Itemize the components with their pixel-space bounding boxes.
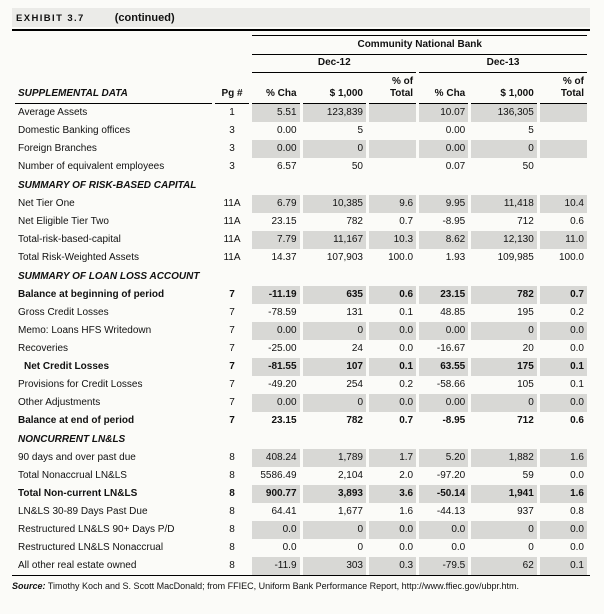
source-line [12,580,590,592]
value-cell: 14.37 [271,252,297,263]
pg-cell: 8 [229,470,235,481]
value-cell: 11,418 [471,195,537,213]
value-cell: 107,903 [326,252,363,263]
value-cell: 0.0 [570,542,584,553]
value-cell: 175 [471,358,537,376]
table-wrap [12,35,590,576]
table-row [15,358,587,376]
value-cell: 1.93 [445,252,466,263]
value-cell: 0.00 [252,140,299,158]
row-label: 90 days and over past due [18,452,136,463]
pg-cell: 3 [229,125,235,136]
section-title: SUMMARY OF LOAN LOSS ACCOUNT [18,271,200,282]
value-cell: 0.2 [570,307,584,318]
value-cell: 10,385 [303,195,366,213]
row-label: Domestic Banking offices [18,125,131,136]
value-cell: 0.8 [570,506,584,517]
exhibit-continued-label: (continued) [114,12,175,24]
value-cell: 23.15 [419,286,468,304]
value-cell: 9.95 [419,195,468,213]
row-label: Average Assets [18,107,88,118]
value-cell: 24 [351,343,363,354]
col-header-pct-cha-dec12: % Cha [252,73,299,104]
value-cell: 0.0 [540,322,587,340]
value-cell: -58.66 [436,379,466,390]
period-dec13: Dec-13 [419,55,587,73]
value-cell: -49.20 [268,379,297,390]
table-row [15,322,587,340]
table-row [15,231,587,249]
value-cell: 0.0 [369,322,416,340]
value-cell: 0.2 [399,379,414,390]
value-cell: 5586.49 [260,470,297,481]
table-row [15,485,587,503]
value-cell: 6.57 [277,161,297,172]
value-cell: 131 [346,307,363,318]
table-row [15,521,587,539]
pg-cell: 7 [229,307,235,318]
bank-header-row [15,35,587,55]
value-cell: 11,167 [303,231,366,249]
value-cell: 50 [522,161,534,172]
header-rule [12,29,590,31]
value-cell: 0 [303,322,366,340]
value-cell: 0 [471,521,537,539]
value-cell: 8.62 [419,231,468,249]
section-header-row [15,430,587,449]
row-label: Net Tier One [18,198,75,209]
table-row [15,140,587,158]
value-cell [540,104,587,122]
value-cell [540,140,587,158]
value-cell: 0 [471,394,537,412]
value-cell: 635 [303,286,366,304]
row-label: Net Eligible Tier Two [18,216,109,227]
row-label: All other real estate owned [18,560,137,571]
value-cell: 0 [528,542,534,553]
pct-of-line: % of [391,76,414,87]
value-cell: -81.55 [252,358,299,376]
col-header-dollars-dec12: $ 1,000 [303,73,366,104]
value-cell: 10.07 [419,104,468,122]
value-cell: -11.9 [252,557,299,575]
value-cell: 1,882 [471,449,537,467]
col-header-dollars-dec13: $ 1,000 [471,73,537,104]
section-title: NONCURRENT LN&LS [18,434,126,445]
col-header-pg: Pg # [215,73,250,104]
value-cell: 1.7 [369,449,416,467]
row-label: Provisions for Credit Losses [18,379,143,390]
value-cell: 105 [517,379,534,390]
value-cell: -79.5 [419,557,468,575]
value-cell: 0.3 [369,557,416,575]
value-cell: 50 [351,161,363,172]
exhibit-header [12,8,590,27]
value-cell: 0 [303,140,366,158]
value-cell: 712 [517,216,534,227]
col-header-pct-cha-dec13: % Cha [419,73,468,104]
value-cell: 254 [346,379,363,390]
value-cell [369,158,416,176]
value-cell: 0.1 [570,379,584,390]
value-cell: 1.6 [399,506,414,517]
row-label: Gross Credit Losses [18,307,109,318]
row-label: Balance at end of period [18,415,135,426]
value-cell: 0 [303,394,366,412]
table-row [15,104,587,122]
pg-cell: 7 [229,289,235,300]
row-label: Number of equivalent employees [18,161,165,172]
value-cell: 2,104 [337,470,363,481]
col-header-pct-of-total-dec13 [540,73,587,104]
value-cell: 0.00 [419,322,468,340]
value-cell [369,140,416,158]
pg-cell: 8 [229,452,235,463]
value-cell: 11.0 [540,231,587,249]
value-cell: 0.1 [369,358,416,376]
table-row [15,158,587,176]
value-cell: 107 [303,358,366,376]
value-cell: 0.0 [540,394,587,412]
table-row [15,286,587,304]
value-cell: 712 [517,415,534,426]
value-cell: 0 [303,521,366,539]
value-cell: -78.59 [268,307,297,318]
table-row [15,213,587,231]
pg-cell: 8 [229,488,235,499]
value-cell: 0.0 [570,343,584,354]
value-cell: -16.67 [436,343,466,354]
value-cell: 64.41 [271,506,297,517]
pg-cell: 8 [229,524,235,535]
value-cell: 12,130 [471,231,537,249]
source-prefix: Source: [12,581,46,591]
value-cell: 0 [471,322,537,340]
pg-cell: 8 [229,506,235,517]
value-cell: 62 [471,557,537,575]
value-cell: 0.7 [399,216,414,227]
value-cell: 5.51 [252,104,299,122]
value-cell: 0.6 [369,286,416,304]
value-cell: 0.6 [570,415,584,426]
pg-cell: 11A [223,198,241,209]
pct-of-line: % of [562,76,584,87]
value-cell: 100.0 [558,252,584,263]
data-table [12,35,590,575]
row-label: Restructured LN&LS 90+ Days P/D [18,524,175,535]
value-cell: 5 [528,125,534,136]
value-cell: 408.24 [252,449,299,467]
value-cell: 5.20 [419,449,468,467]
value-cell: 48.85 [440,307,466,318]
pg-cell: 1 [229,107,235,118]
value-cell: 0.0 [540,521,587,539]
pg-cell: 11A [223,234,241,245]
value-cell: 0.6 [570,216,584,227]
value-cell: 100.0 [388,252,414,263]
bank-header-spacer [15,35,249,55]
value-cell: -8.95 [442,216,466,227]
table-row [15,449,587,467]
table-row [15,394,587,412]
col-header-pct-of-total-dec12 [369,73,416,104]
value-cell: 123,839 [303,104,366,122]
row-label: Memo: Loans HFS Writedown [18,325,152,336]
value-cell: 0.7 [399,415,414,426]
row-label: Balance at beginning of period [18,289,165,300]
value-cell: 0.00 [277,125,297,136]
period-row [15,55,587,73]
period-dec12: Dec-12 [252,55,416,73]
value-cell [540,158,587,176]
value-cell: 0.00 [419,394,468,412]
value-cell: -97.20 [436,470,466,481]
value-cell: 3,893 [303,485,366,503]
value-cell: 0.1 [540,557,587,575]
value-cell [369,104,416,122]
value-cell: 136,305 [471,104,537,122]
value-cell: 3.6 [369,485,416,503]
value-cell: 63.55 [419,358,468,376]
value-cell: 7.79 [252,231,299,249]
value-cell: 0.0 [369,394,416,412]
bank-name: Community National Bank [252,35,587,55]
value-cell: 59 [522,470,534,481]
value-cell: 0.0 [419,521,468,539]
pg-cell: 8 [229,560,235,571]
value-cell: 6.79 [252,195,299,213]
row-label: Total-risk-based-capital [18,234,121,245]
value-cell: 782 [346,415,363,426]
value-cell: 937 [517,506,534,517]
value-cell: 0.00 [252,322,299,340]
total-line: Total [389,88,414,99]
value-cell: 0.1 [399,307,414,318]
value-cell: -25.00 [268,343,297,354]
value-cell: 0.0 [399,542,414,553]
value-cell: 0 [471,140,537,158]
table-row [15,557,587,575]
table-row [15,412,587,430]
table-row [15,340,587,358]
row-label: LN&LS 30-89 Days Past Due [18,506,148,517]
value-cell: -50.14 [419,485,468,503]
value-cell: 303 [303,557,366,575]
value-cell: 0.0 [451,542,466,553]
pg-cell: 7 [229,325,235,336]
value-cell: 0.0 [252,521,299,539]
row-label: Total Non-current LN&LS [18,488,138,499]
column-header-row [15,73,587,104]
value-cell [369,122,416,140]
row-label: Net Credit Losses [24,361,110,372]
value-cell: 109,985 [497,252,534,263]
value-cell: 900.77 [252,485,299,503]
value-cell: 20 [522,343,534,354]
value-cell: 0.0 [570,470,584,481]
col-header-supplemental-data: SUPPLEMENTAL DATA [15,73,212,104]
value-cell: 1.6 [540,449,587,467]
table-row [15,195,587,213]
value-cell: 10.4 [540,195,587,213]
row-label: Foreign Branches [18,143,97,154]
table-row [15,503,587,521]
value-cell: 0.0 [369,521,416,539]
pg-cell: 7 [229,361,235,372]
value-cell: 23.15 [271,415,297,426]
table-row [15,304,587,322]
value-cell [540,122,587,140]
section-header-row [15,267,587,286]
value-cell: 0.0 [399,343,414,354]
row-label: Total Nonaccrual LN&LS [18,470,127,481]
value-cell: 0.1 [540,358,587,376]
source-text: Timothy Koch and S. Scott MacDonald; from FFIEC, Uniform Bank Performance Report, http://www.ffiec.gov/ubpr.htm. [45,581,520,591]
value-cell: 0.0 [282,542,297,553]
value-cell: 0 [357,542,363,553]
section-title: SUMMARY OF RISK-BASED CAPITAL [18,180,197,191]
pg-cell: 8 [229,542,235,553]
row-label: Recoveries [18,343,69,354]
table-row [15,249,587,267]
pg-cell: 7 [229,397,235,408]
value-cell: 1,789 [303,449,366,467]
value-cell: 0.00 [252,394,299,412]
value-cell: 1,677 [337,506,363,517]
pg-cell: 7 [229,415,235,426]
table-row [15,376,587,394]
pg-cell: 11A [223,216,241,227]
value-cell: 0.00 [445,125,466,136]
value-cell: 1.6 [540,485,587,503]
table-row [15,122,587,140]
table-body [15,104,587,575]
value-cell: -44.13 [436,506,466,517]
value-cell: 10.3 [369,231,416,249]
value-cell: 195 [517,307,534,318]
value-cell: 5 [357,125,363,136]
row-label: Total Risk-Weighted Assets [18,252,139,263]
pg-cell: 11A [223,252,241,263]
value-cell: 0.7 [540,286,587,304]
table-row [15,467,587,485]
pg-cell: 7 [229,343,235,354]
exhibit-label: EXHIBIT 3.7 [16,13,85,24]
value-cell: 782 [346,216,363,227]
value-cell: 23.15 [271,216,297,227]
value-cell: 0.00 [419,140,468,158]
row-label: Other Adjustments [18,397,101,408]
pg-cell: 3 [229,161,235,172]
row-label: Restructured LN&LS Nonaccrual [18,542,164,553]
section-header-row [15,176,587,195]
pg-cell: 7 [229,379,235,390]
value-cell: -11.19 [252,286,299,304]
value-cell: 2.0 [399,470,414,481]
value-cell: 0.07 [445,161,466,172]
value-cell: 782 [471,286,537,304]
value-cell: -8.95 [442,415,466,426]
value-cell: 9.6 [369,195,416,213]
period-spacer [15,55,249,73]
total-line: Total [560,88,584,99]
table-row [15,539,587,557]
value-cell: 1,941 [471,485,537,503]
pg-cell: 3 [229,143,235,154]
